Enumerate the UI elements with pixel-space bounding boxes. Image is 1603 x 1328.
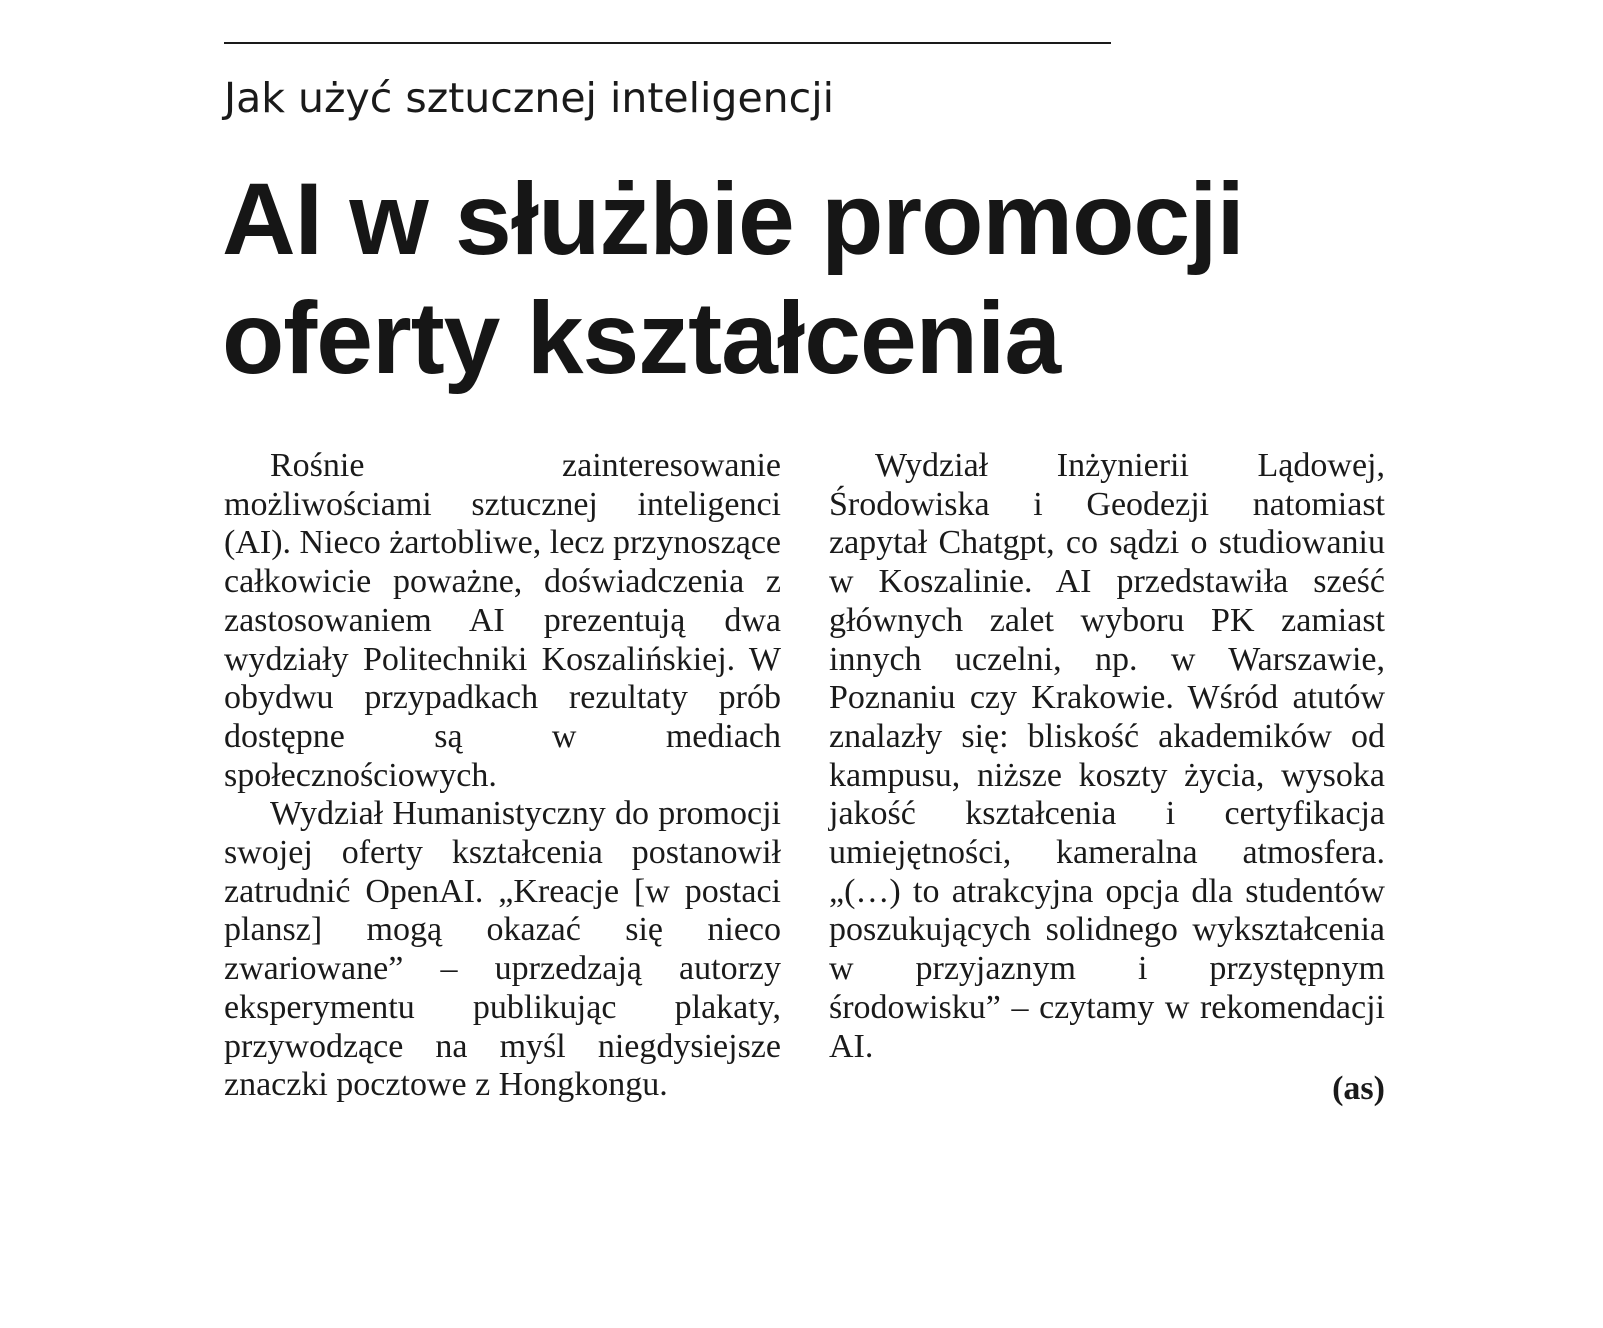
article-column-left [224,447,781,1105]
article-kicker: Jak użyć sztucznej inteligencji [224,74,834,122]
paragraph-1: Rośnie zainteresowanie możliwościami sztucznej inteligenci (AI). Nieco żartobliwe, lecz przynoszące całkowicie poważne, doświadczenia z zastosowaniem AI prezentują dwa wydziały Politechniki Koszalińskiej. W obydwu przypadkach rezultaty prób dostępne są w mediach społecznościowych. [224,447,781,794]
article-headline [222,160,1422,398]
author-signature: (as) [1332,1070,1385,1108]
paragraph-3: Wydział Inżynierii Lądowej, Środowiska i Geodezji natomiast zapytał Chatgpt, co sądzi o studiowaniu w Koszalinie. AI przedstawiła sześć głównych zalet wyboru PK zamiast innych uczelni, np. w Warszawie, Poznaniu czy Krakowie. Wśród atutów znalazły się: bliskość akademików od kampusu, niższe koszty życia, wysoka jakość kształcenia i certyfikacja umiejętności, kameralna atmosfera. „(…) to atrakcyjna opcja dla studentów poszukujących solidnego wykształcenia w przyjaznym i przystępnym środowisku” – czytamy w rekomendacji AI. [829,447,1385,1065]
headline-line-1: AI w służbie promocji [222,162,1244,276]
article-column-right [829,447,1385,1109]
headline-line-2: oferty kształcenia [222,281,1061,395]
top-rule [224,42,1111,44]
paragraph-2: Wydział Humanistyczny do promocji swojej oferty kształcenia postanowił zatrudnić OpenAI. „Kreacje [w postaci plansz] mogą okazać się nieco zwariowane” – uprzedzają autorzy eksperymentu publikując plakaty, przywodzące na myśl niegdysiejsze znaczki pocztowe z Hongkongu. [224,795,781,1104]
